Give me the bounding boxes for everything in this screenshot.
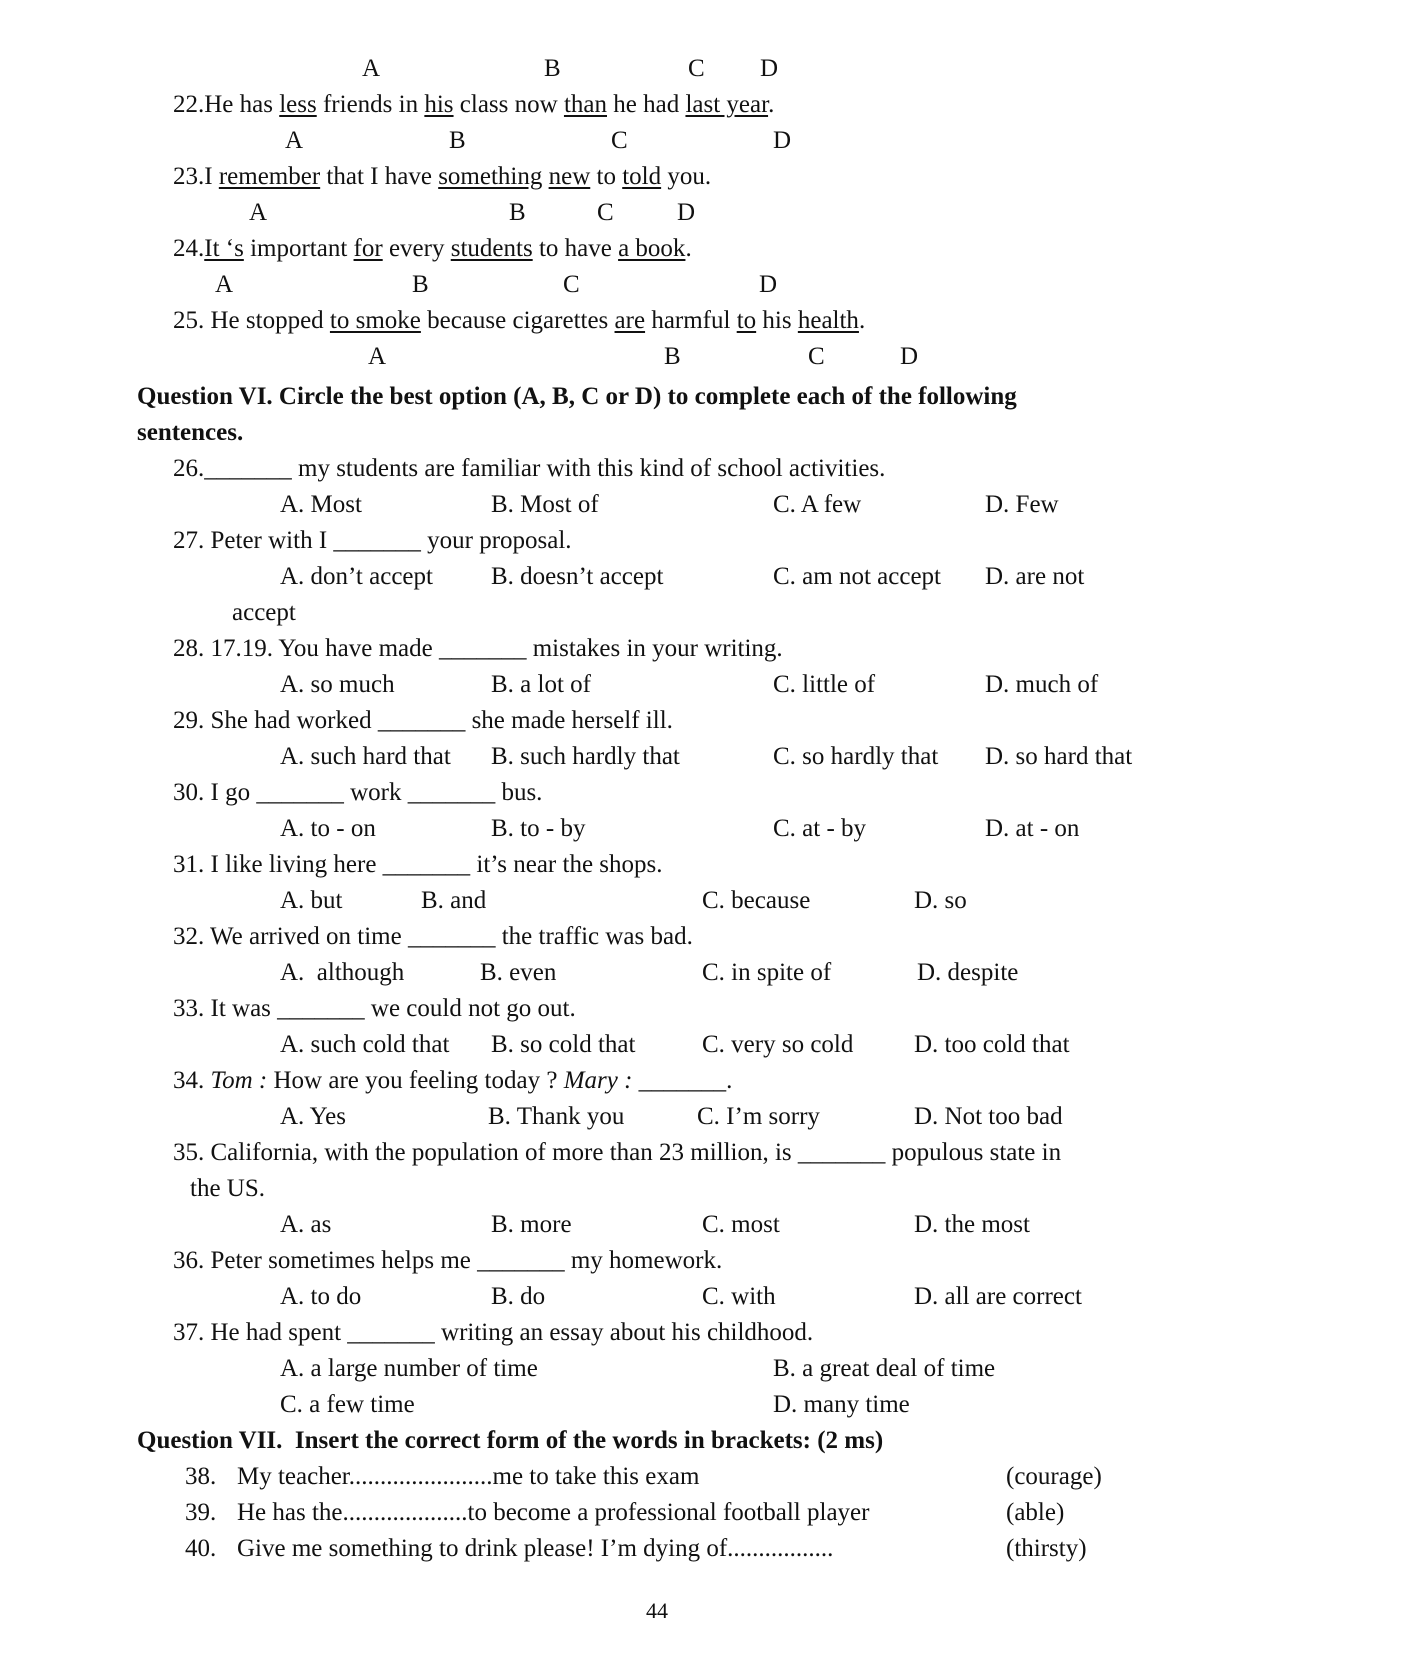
answer-letter: D: [900, 343, 919, 370]
question-text: Give me something to drink please! I’m dying of.................: [237, 1535, 834, 1562]
word-hint: (courage): [1006, 1463, 1102, 1490]
option-c: C. a few time: [280, 1391, 415, 1418]
answer-letter: C: [808, 343, 825, 370]
option-b: B. Thank you: [488, 1103, 625, 1130]
option-b: B. to - by: [491, 815, 586, 842]
option-b: B. such hardly that: [491, 743, 680, 770]
option-b: B. and: [421, 887, 487, 914]
option-a: A. Most: [280, 491, 362, 518]
question-stem: 36. Peter sometimes helps me _______ my homework.: [173, 1247, 723, 1274]
option-a: A. although: [280, 959, 405, 986]
option-d: D. so hard that: [985, 743, 1133, 770]
option-b: B. a lot of: [491, 671, 591, 698]
option-c: C. I’m sorry: [697, 1103, 820, 1130]
question-25: 25. He stopped to smoke because cigarettes are harmful to his health.: [173, 307, 866, 334]
option-a: A. don’t accept: [280, 563, 433, 590]
option-a: A. as: [280, 1211, 332, 1238]
option-b: B. Most of: [491, 491, 599, 518]
answer-letter: C: [597, 199, 614, 226]
question-stem: 26._______ my students are familiar with this kind of school activities.: [173, 455, 886, 482]
answer-letter: B: [664, 343, 681, 370]
option-c: C. so hardly that: [773, 743, 939, 770]
word-hint: (thirsty): [1006, 1535, 1087, 1562]
question-stem-continued: the US.: [190, 1175, 265, 1202]
answer-letter: D: [677, 199, 696, 226]
answer-letter: C: [563, 271, 580, 298]
answer-letter: B: [544, 55, 561, 82]
option-c: C. very so cold: [702, 1031, 854, 1058]
question-stem: 30. I go _______ work _______ bus.: [173, 779, 543, 806]
answer-letter: A: [215, 271, 234, 298]
option-d: D. despite: [917, 959, 1019, 986]
option-c: C. little of: [773, 671, 876, 698]
option-d: D. the most: [914, 1211, 1030, 1238]
answer-letter: A: [249, 199, 268, 226]
question-23: 23.I remember that I have something new to told you.: [173, 163, 712, 190]
question-stem: 33. It was _______ we could not go out.: [173, 995, 576, 1022]
section-heading: Question VI. Circle the best option (A, B, C or D) to complete each of the following: [137, 383, 1017, 410]
question-stem: 34. Tom : How are you feeling today ? Mary : _______.: [173, 1067, 733, 1094]
option-c: C. A few: [773, 491, 862, 518]
answer-letter: C: [688, 55, 705, 82]
question-stem: 31. I like living here _______ it’s near the shops.: [173, 851, 663, 878]
option-a: A. a large number of time: [280, 1355, 538, 1382]
answer-letter: B: [449, 127, 466, 154]
option-c: C. with: [702, 1283, 776, 1310]
answer-letter: D: [773, 127, 792, 154]
answer-letter: D: [760, 55, 779, 82]
question-text: He has the....................to become a professional football player: [237, 1499, 870, 1526]
answer-letter: B: [412, 271, 429, 298]
question-stem: 37. He had spent _______ writing an essay about his childhood.: [173, 1319, 814, 1346]
option-c: C. am not accept: [773, 563, 941, 590]
answer-letter: A: [285, 127, 304, 154]
option-a: A. such cold that: [280, 1031, 450, 1058]
option-a: A. to do: [280, 1283, 362, 1310]
answer-letter: A: [368, 343, 387, 370]
option-b: B. doesn’t accept: [491, 563, 664, 590]
option-c: C. at - by: [773, 815, 867, 842]
answer-letter: A: [362, 55, 381, 82]
option-d: D. so: [914, 887, 967, 914]
option-c: C. in spite of: [702, 959, 832, 986]
section-heading: Question VII. Insert the correct form of the words in brackets: (2 ms): [137, 1427, 884, 1454]
question-text: My teacher.......................me to take this exam: [237, 1463, 700, 1490]
option-b: B. more: [491, 1211, 572, 1238]
option-a: A. to - on: [280, 815, 376, 842]
option-b: B. so cold that: [491, 1031, 636, 1058]
question-stem: 32. We arrived on time _______ the traffic was bad.: [173, 923, 693, 950]
option-a: A. Yes: [280, 1103, 347, 1130]
option-d: D. at - on: [985, 815, 1080, 842]
option-d: D. many time: [773, 1391, 910, 1418]
question-stem: 28. 17.19. You have made _______ mistakes in your writing.: [173, 635, 783, 662]
question-number: 40.: [185, 1535, 217, 1562]
question-stem: 35. California, with the population of more than 23 million, is _______ populous state in: [173, 1139, 1062, 1166]
question-number: 39.: [185, 1499, 217, 1526]
option-d: D. too cold that: [914, 1031, 1070, 1058]
answer-letter: B: [509, 199, 526, 226]
question-22: 22.He has less friends in his class now than he had last year.: [173, 91, 775, 118]
option-b: B. even: [480, 959, 557, 986]
question-number: 38.: [185, 1463, 217, 1490]
option-a: A. but: [280, 887, 343, 914]
question-24: 24.It ‘s important for every students to have a book.: [173, 235, 692, 262]
question-stem: 27. Peter with I _______ your proposal.: [173, 527, 572, 554]
page-number: 44: [646, 1598, 668, 1623]
option-d: D. much of: [985, 671, 1099, 698]
answer-letter: D: [759, 271, 778, 298]
word-hint: (able): [1006, 1499, 1065, 1526]
option-d: D. Few: [985, 491, 1059, 518]
option-d-continued: accept: [232, 599, 296, 626]
option-b: B. a great deal of time: [773, 1355, 996, 1382]
option-a: A. so much: [280, 671, 395, 698]
option-d: D. are not: [985, 563, 1085, 590]
answer-letter: C: [611, 127, 628, 154]
option-d: D. all are correct: [914, 1283, 1082, 1310]
question-stem: 29. She had worked _______ she made herself ill.: [173, 707, 673, 734]
option-b: B. do: [491, 1283, 546, 1310]
option-a: A. such hard that: [280, 743, 451, 770]
option-c: C. because: [702, 887, 811, 914]
option-d: D. Not too bad: [914, 1103, 1063, 1130]
option-c: C. most: [702, 1211, 780, 1238]
section-heading: sentences.: [137, 419, 244, 446]
